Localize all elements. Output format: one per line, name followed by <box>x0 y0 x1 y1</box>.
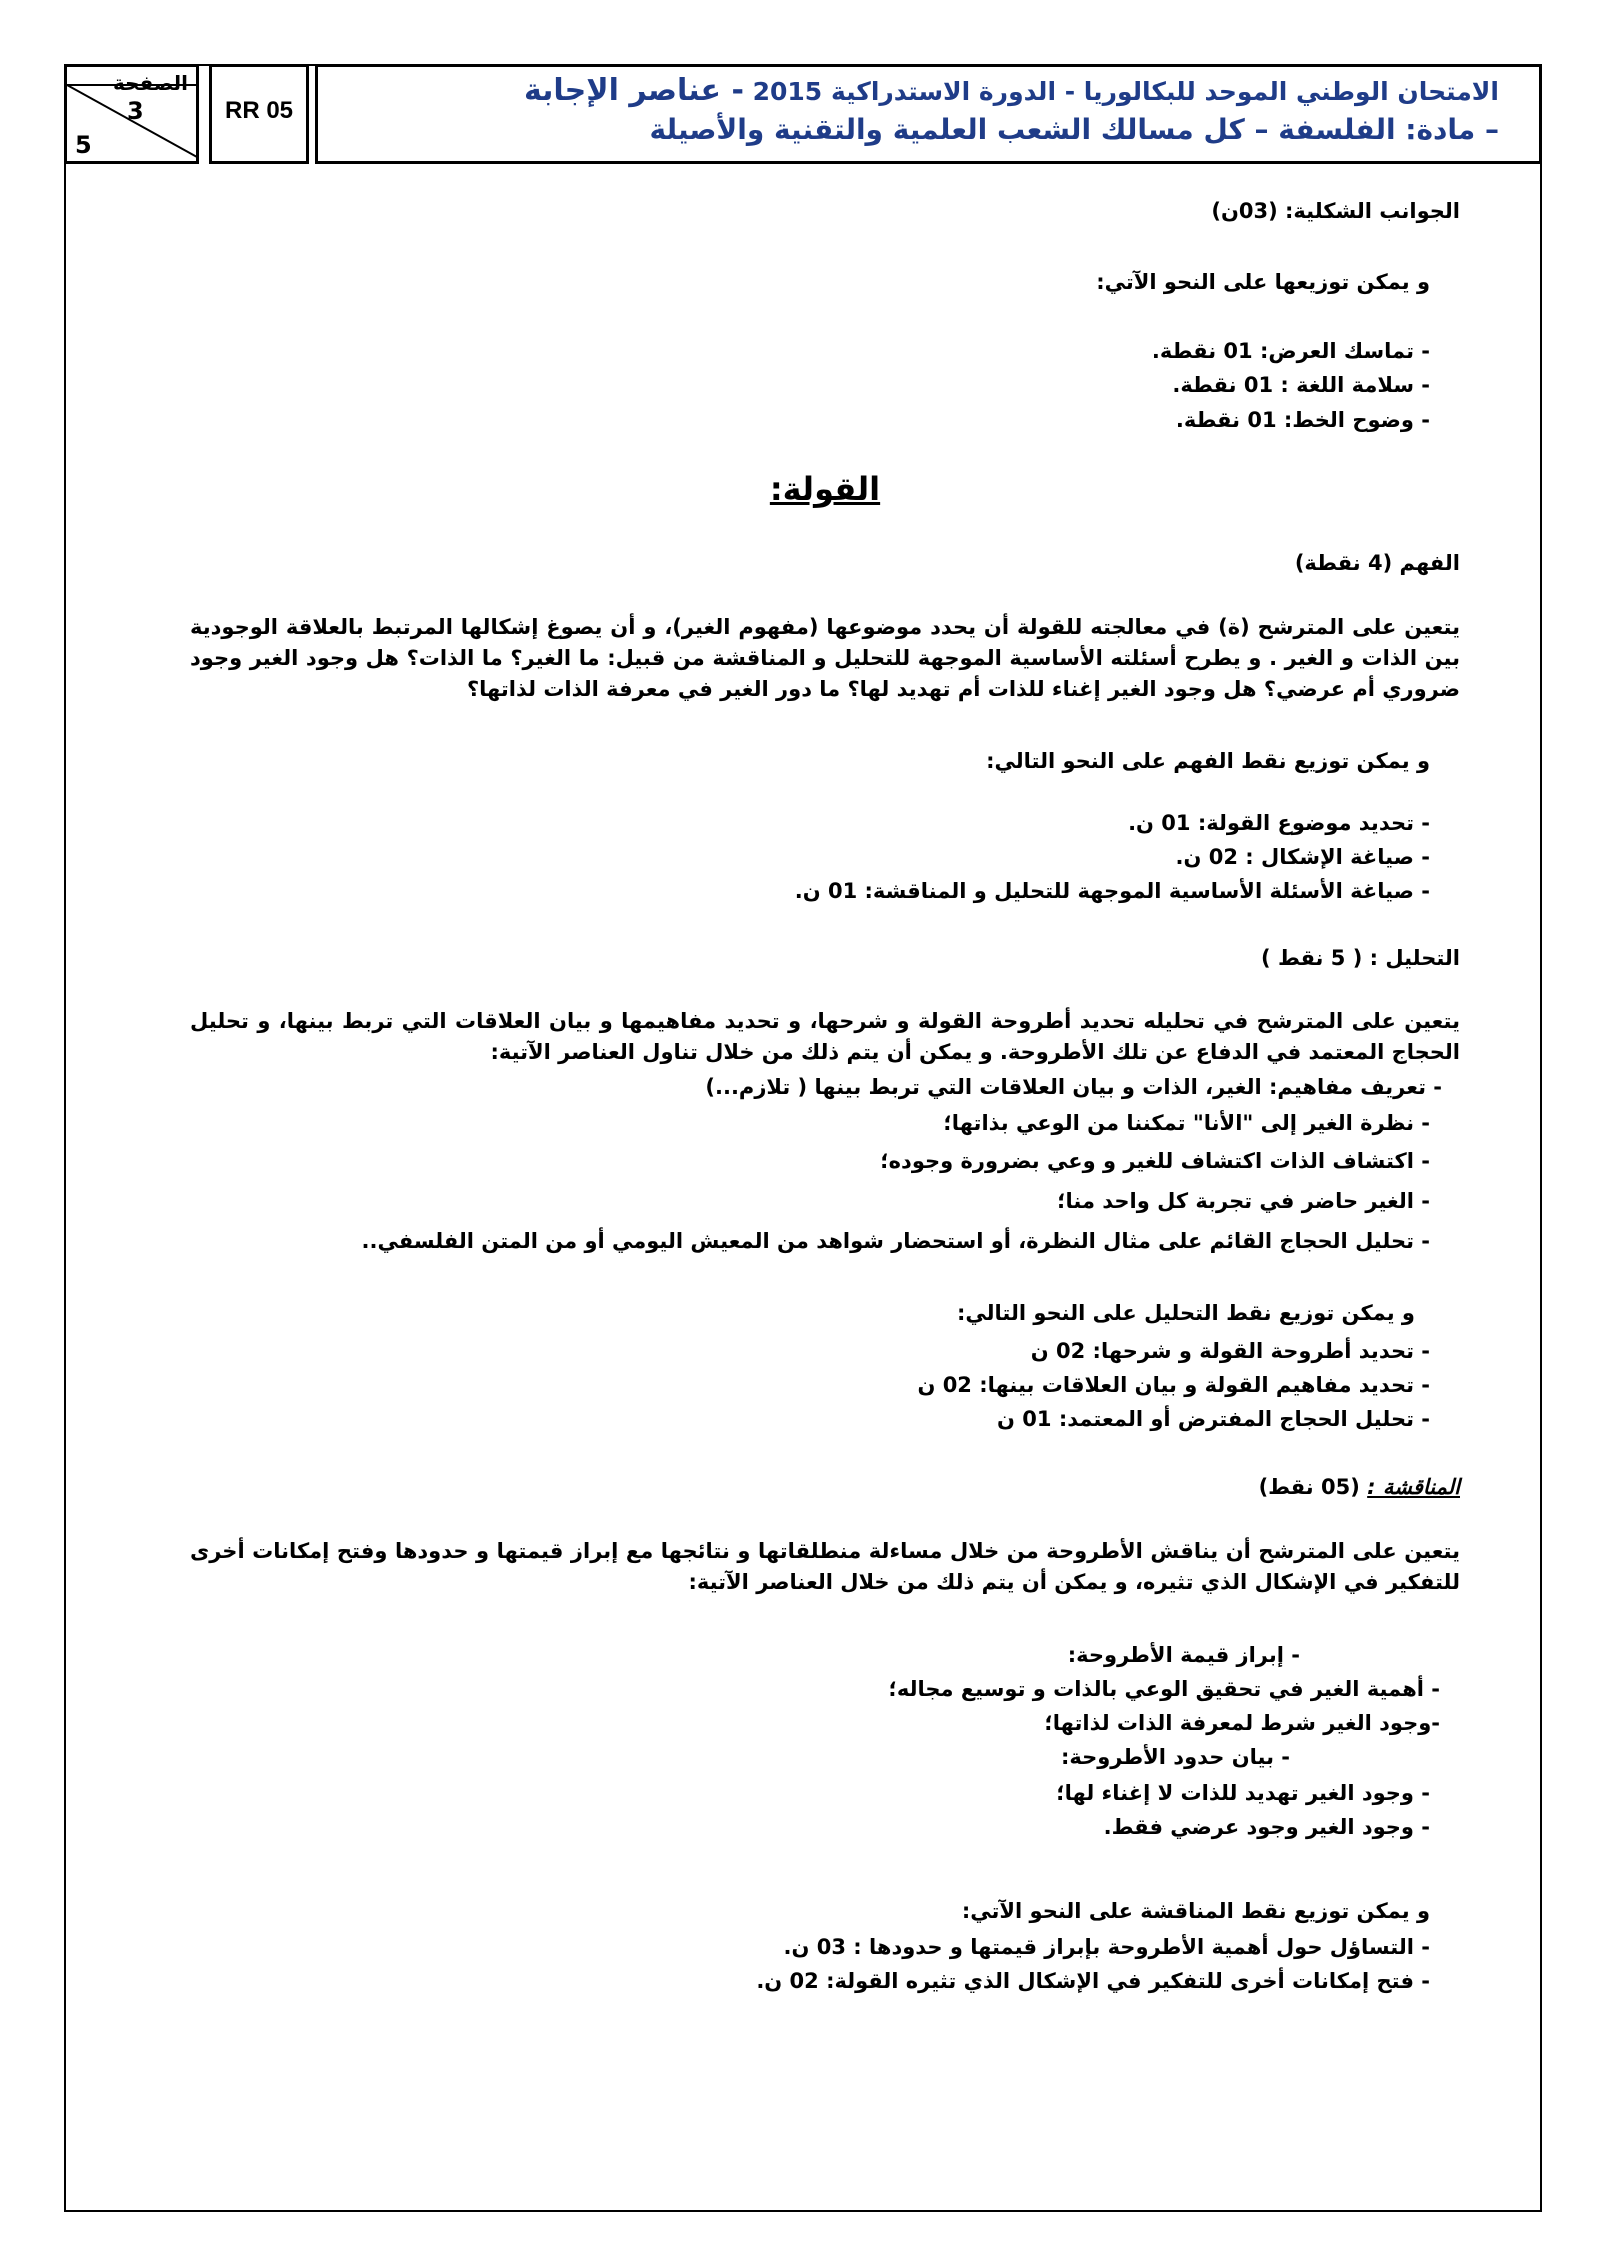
understanding-heading: الفهم (4 نقطة) <box>1294 551 1460 575</box>
understanding-paragraph: يتعين على المترشح (ة) في معالجته للقولة أن يحدد موضوعها (مفهوم الغير)، و أن يصوغ إشكالها المرتبط بالعلاقة الوجودية بين الذات و الغير . و يطرح أسئلته الأساسية الموجهة للتحليل و المناقشة من قبيل: ما الغير؟ ما الذات؟ هل وجود الغير وجود ضروري أم عرضي؟ هل وجود الغير إغناء للذات أم تهديد لها؟ ما دور الغير في معرفة الذات لذاتها؟ <box>190 615 1460 701</box>
title-year: 2015 <box>752 77 823 106</box>
discussion-item: - وجود الغير وجود عرضي فقط. <box>1103 1815 1430 1839</box>
analysis-item: - اكتشاف الذات اكتشاف للغير و وعي بضرورة وجوده؛ <box>880 1149 1430 1173</box>
discussion-item: - وجود الغير تهديد للذات لا إغناء لها؛ <box>1056 1781 1430 1805</box>
analysis-heading: التحليل : ( 5 نقط ) <box>1261 946 1460 970</box>
quote-title: القولة: <box>769 470 881 508</box>
discussion-intro: و يمكن توزيع نقط المناقشة على النحو الآتي: <box>961 1899 1430 1923</box>
discussion-heading-label: المناقشة : <box>1367 1475 1460 1499</box>
title-answer-elements: - عناصر الإجابة <box>523 73 744 108</box>
understanding-item: - صياغة الإشكال : 02 ن. <box>1175 845 1430 869</box>
analysis-item: - تحليل الحجاج القائم على مثال النظرة، أو استحضار شواهد من المعيش اليومي أو من المتن الفلسفي.. <box>361 1229 1430 1253</box>
analysis-item: - نظرة الغير إلى "الأنا" تمكننا من الوعي بذاتها؛ <box>943 1111 1430 1135</box>
content-area <box>190 0 1460 2262</box>
formal-item: - وضوح الخط: 01 نقطة. <box>1175 408 1430 432</box>
formal-item: - تماسك العرض: 01 نقطة. <box>1151 339 1430 363</box>
discussion-paragraph: يتعين على المترشح أن يناقش الأطروحة من خلال مساءلة منطلقاتها و نتائجها مع إبراز قيمتها و حدودها وفتح إمكانات أخرى للتفكير في الإشكال الذي تثيره، و يمكن أن يتم ذلك من خلال العناصر الآتية: <box>190 1539 1460 1594</box>
title-line-2: – مادة: الفلسفة – كل مسالك الشعب العلمية والتقنية والأصيلة <box>649 113 1499 146</box>
page-number-box <box>64 64 199 164</box>
discussion-point: - فتح إمكانات أخرى للتفكير في الإشكال الذي تثيره القولة: 02 ن. <box>756 1969 1430 1993</box>
discussion-heading <box>1259 1472 1460 1502</box>
title-exam: الامتحان الوطني الموحد للبكالوريا - الدورة الاستدراكية <box>830 77 1499 106</box>
page-number: 3 <box>127 97 144 125</box>
analysis-point: - تحديد أطروحة القولة و شرحها: 02 ن <box>1030 1339 1430 1363</box>
understanding-intro: و يمكن توزيع نقط الفهم على النحو التالي: <box>986 749 1430 773</box>
understanding-item: - تحديد موضوع القولة: 01 ن. <box>1128 811 1430 835</box>
page-label: الصفحة <box>112 71 188 95</box>
page-total: 5 <box>75 131 92 159</box>
exam-code: RR 05 <box>224 97 294 124</box>
formal-intro: و يمكن توزيعها على النحو الآتي: <box>1096 270 1430 294</box>
discussion-item: - بيان حدود الأطروحة: <box>1060 1745 1290 1769</box>
analysis-item: - الغير حاضر في تجربة كل واحد منا؛ <box>1057 1189 1430 1213</box>
formal-heading: الجوانب الشكلية: (03ن) <box>1211 199 1460 223</box>
discussion-item: -وجود الغير شرط لمعرفة الذات لذاتها؛ <box>1044 1711 1440 1735</box>
discussion-heading-points: (05 نقط) <box>1258 1475 1360 1499</box>
analysis-item: - تعريف مفاهيم: الغير، الذات و بيان العلاقات التي تربط بينها ( تلازم...) <box>705 1075 1442 1099</box>
discussion-item: - إبراز قيمة الأطروحة: <box>1067 1643 1300 1667</box>
analysis-paragraph: يتعين على المترشح في تحليله تحديد أطروحة القولة و شرحها، و تحديد مفاهيمها و بيان العلاقات التي تربط بينها، و تحليل الحجاج المعتمد في الدفاع عن تلك الأطروحة. و يمكن أن يتم ذلك من خلال تناول العناصر الآتية: <box>190 1009 1460 1064</box>
discussion-point: - التساؤل حول أهمية الأطروحة بإبراز قيمتها و حدودها : 03 ن. <box>783 1935 1430 1959</box>
analysis-point: - تحليل الحجاج المفترض أو المعتمد: 01 ن <box>997 1407 1430 1431</box>
analysis-intro: و يمكن توزيع نقط التحليل على النحو التالي: <box>956 1301 1415 1325</box>
analysis-point: - تحديد مفاهيم القولة و بيان العلاقات بينها: 02 ن <box>917 1373 1430 1397</box>
formal-item: - سلامة اللغة : 01 نقطة. <box>1172 373 1430 397</box>
discussion-item: - أهمية الغير في تحقيق الوعي بالذات و توسيع مجاله؛ <box>888 1677 1440 1701</box>
understanding-item: - صياغة الأسئلة الأساسية الموجهة للتحليل و المناقشة: 01 ن. <box>794 879 1430 903</box>
